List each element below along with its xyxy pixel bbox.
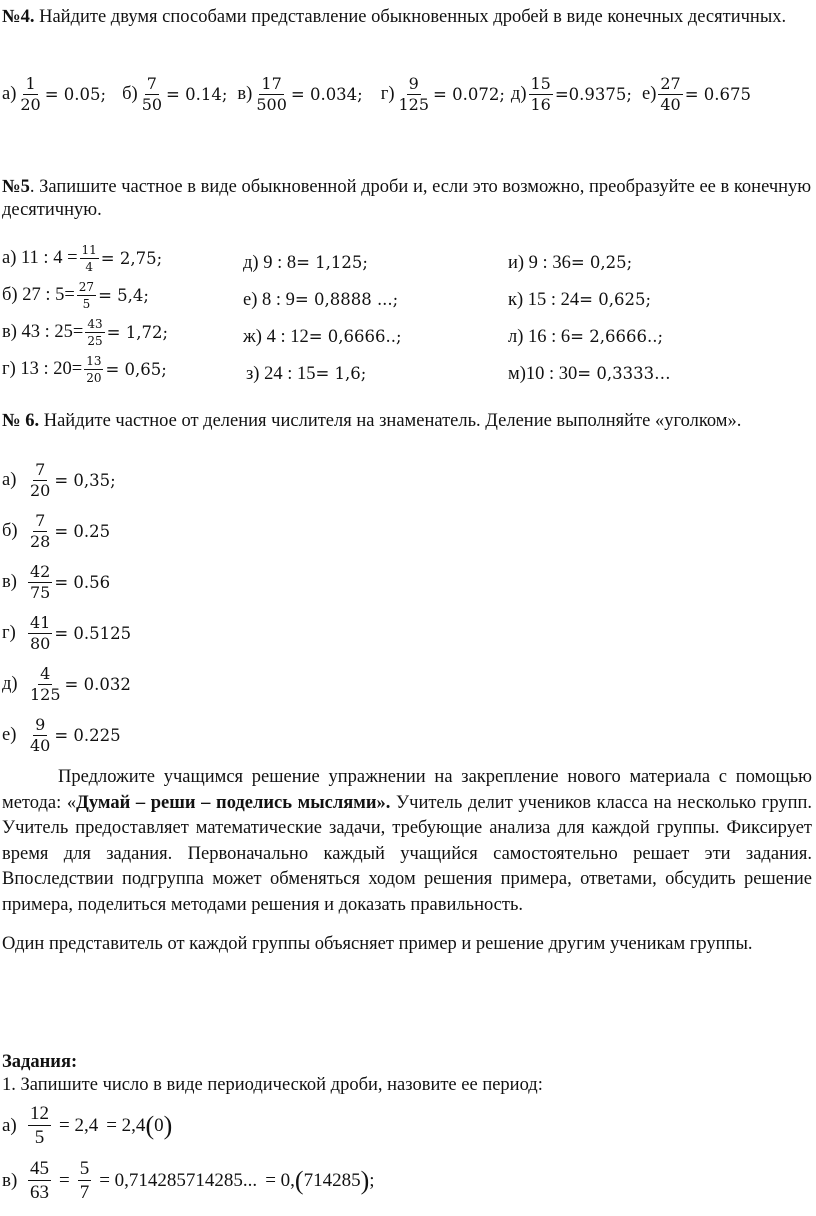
- fraction: $\frac{1}{20}$: [20, 74, 41, 114]
- fraction: $\frac{45}{63}$: [30, 1158, 49, 1203]
- method-paragraph: Предложите учащимся решение упражнении на закрепление нового материала с помощью метода: «Думай – реши – поделись мыслями». Учитель делит учеников класса на несколько групп. Учитель предоставляет математические задачи, требующие анализа для каждой группы. Фиксирует время для задания. Первоначально каждый учащийся самостоятельно решает эти задания. Впоследствии подгруппа может обменяться ходом решения примера, ответами, обсудить решение примера, поделиться методами решения и доказать правильность.: [2, 767, 812, 915]
- task-1-item-v: в) $\frac{45}{63}$ = $\frac{5}{7}$ = 0,714285714285... = 0, ( 714285 ) ;: [2, 1158, 375, 1203]
- s4-item-d: д) $\frac{15}{16}$ =0.9375;: [510, 74, 632, 114]
- period-open-paren: (: [145, 1110, 155, 1140]
- fraction: $\frac{12}{5}$: [30, 1103, 49, 1148]
- period-close-paren: ): [163, 1110, 173, 1140]
- s5-item-k: к) 15 : 24= 0,625;: [508, 290, 652, 310]
- s6-item-a: а) $\frac{7}{20}$ = 0,35;: [2, 460, 116, 500]
- s5-item-zh: ж) 4 : 12= 0,6666..;: [243, 327, 402, 347]
- fraction: $\frac{43}{25}$: [87, 317, 103, 348]
- fraction: $\frac{5}{7}$: [79, 1158, 90, 1203]
- fraction: $\frac{13}{20}$: [86, 354, 102, 385]
- s4-item-b: б) $\frac{7}{50}$ = 0.14;: [122, 74, 228, 114]
- fraction: $\frac{27}{40}$: [660, 74, 681, 114]
- fraction: $\frac{11}{4}$: [81, 243, 97, 274]
- s5-item-g: г) 13 : 20= $\frac{13}{20}$ = 0,65;: [2, 354, 167, 385]
- section-6-title: Найдите частное от деления числителя на знаменатель. Деление выполняйте «уголком».: [39, 411, 742, 431]
- s6-item-g: г) $\frac{41}{80}$ = 0.5125: [2, 613, 132, 653]
- section-6-number: № 6.: [2, 411, 40, 431]
- section-6-heading: [2, 410, 812, 433]
- representative-paragraph: Один представитель от каждой группы объясняет пример и решение другим ученикам группы.: [2, 934, 753, 954]
- fraction: $\frac{4}{125}$: [30, 664, 61, 704]
- period-value: 0: [154, 1114, 164, 1136]
- s5-item-m: м)10 : 30= 0,3333…: [508, 364, 671, 384]
- s5-item-a: а) 11 : 4 = $\frac{11}{4}$ = 2,75;: [2, 243, 163, 274]
- s6-item-e: е) $\frac{9}{40}$ = 0.225: [2, 715, 121, 755]
- task-1-item-a: а) $\frac{12}{5}$ = 2,4 = 2,4 ( 0 ): [2, 1103, 173, 1148]
- task-1-text: 1. Запишите число в виде периодической дроби, назовите ее период:: [2, 1075, 543, 1095]
- fraction: $\frac{7}{20}$: [30, 460, 51, 500]
- s5-item-d: д) 9 : 8= 1,125;: [243, 253, 368, 273]
- s5-item-e: е) 8 : 9= 0,8888 ...;: [243, 290, 399, 310]
- section-5-title: . Запишите частное в виде обыкновенной дроби и, если это возможно, преобразуйте ее в конечную десятичную.: [2, 177, 812, 220]
- s6-item-b: б) $\frac{7}{28}$ = 0.25: [2, 511, 111, 551]
- s5-item-v: в) 43 : 25= $\frac{43}{25}$ = 1,72;: [2, 317, 169, 348]
- period-close-paren: ): [360, 1165, 370, 1195]
- s6-item-d: д) $\frac{4}{125}$ = 0.032: [2, 664, 131, 704]
- fraction: $\frac{15}{16}$: [530, 74, 551, 114]
- s4-item-a: а) $\frac{1}{20}$ = 0.05;: [2, 74, 107, 114]
- fraction: $\frac{17}{500}$: [256, 74, 287, 114]
- tasks-heading: Задания:: [2, 1052, 78, 1072]
- s5-item-z: з) 24 : 15= 1,6;: [246, 364, 367, 384]
- s6-item-v: в) $\frac{42}{75}$ = 0.56: [2, 562, 111, 602]
- fraction: $\frac{9}{40}$: [30, 715, 51, 755]
- s5-item-i: и) 9 : 36= 0,25;: [508, 253, 633, 273]
- fraction: $\frac{42}{75}$: [30, 562, 51, 602]
- s5-item-b: б) 27 : 5= $\frac{27}{5}$ = 5,4;: [2, 280, 149, 311]
- fraction: $\frac{7}{50}$: [141, 74, 163, 114]
- section-4-items: [2, 76, 751, 113]
- section-4-heading: [2, 6, 812, 29]
- fraction: $\frac{9}{125}$: [398, 74, 430, 114]
- period-open-paren: (: [294, 1165, 304, 1195]
- s4-item-g: г) $\frac{9}{125}$ = 0.072;: [380, 74, 505, 114]
- fraction: $\frac{7}{28}$: [30, 511, 51, 551]
- fraction: $\frac{41}{80}$: [30, 613, 51, 653]
- section-4-title: Найдите двумя способами представление обыкновенных дробей в виде конечных десятичных.: [34, 7, 787, 27]
- method-name: Думай – реши – поделись мыслями».: [76, 792, 391, 813]
- s4-item-e: е) $\frac{27}{40}$ = 0.675: [641, 74, 752, 114]
- period-value: 714285: [303, 1169, 361, 1191]
- section-5-number: №5: [2, 177, 30, 197]
- section-4-number: №4.: [2, 7, 35, 27]
- s5-item-l: л) 16 : 6= 2,6666..;: [508, 327, 664, 347]
- section-5-heading: [2, 176, 812, 222]
- fraction: $\frac{27}{5}$: [78, 280, 95, 311]
- s4-item-v: в) $\frac{17}{500}$ = 0.034;: [237, 74, 363, 114]
